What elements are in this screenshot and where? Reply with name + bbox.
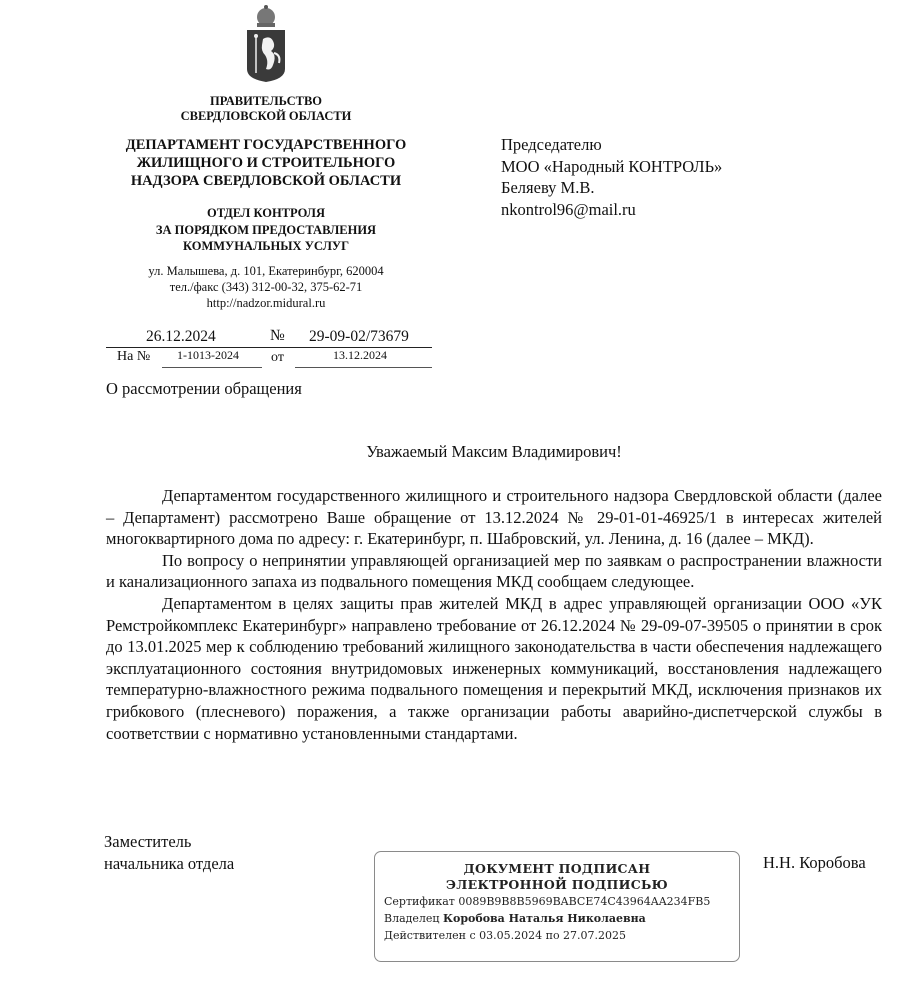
body-paragraph: Департаментом государственного жилищного и строительного надзора Свердловской области (далее – Департамент) рассмотрено Ваше обращение от 13.12.2024 № 29-01-01-46925/1 в интересах жителей многоквартирного дома по адресу: г. Екатеринбург, п. Шабровский, ул. Ленина, д. 16 (далее – МКД). (106, 486, 882, 549)
outgoing-number: 29-09-02/73679 (309, 328, 409, 345)
division-name: ОТДЕЛ КОНТРОЛЯ ЗА ПОРЯДКОМ ПРЕДОСТАВЛЕНИЯ КОММУНАЛЬНЫХ УСЛУГ (155, 206, 377, 253)
reference-label: На № (117, 349, 151, 364)
body-paragraph: По вопросу о непринятии управляющей организацией мер по заявкам о распространении влажности и канализационного запаха из подвального помещения МКД сообщаем следующее. (106, 550, 882, 592)
signer-position: Заместитель начальника отдела (104, 832, 235, 873)
body-paragraph: Департаментом в целях защиты прав жителей МКД в адрес управляющей организации ООО «УК Ремстройкомплекс Екатеринбург» направлено требование от 26.12.2024 № 29-09-07-39505 о принятии в срок до 13.01.2025 мер к соблюдению требований жилищного законодательства в части обеспечения надлежащего эксплуатационного состояния внутридомовых инженерных коммуникаций, восстановления надлежащего температурно-влажностного режима подвального помещения и перекрытий МКД, исключения признаков их грибкового (плесневого) поражения, а также организации работы аварийно-диспетчерской службы в соответствии с нормативно установленными стандартами. (106, 593, 882, 743)
reference-row (106, 347, 432, 369)
reference-number-underline (162, 367, 262, 368)
reference-date-underline (295, 367, 432, 368)
department-name: ДЕПАРТАМЕНТ ГОСУДАРСТВЕННОГО ЖИЛИЩНОГО И СТРОИТЕЛЬНОГО НАДЗОРА СВЕРДЛОВСКОЙ ОБЛАСТИ (125, 137, 407, 189)
letter-body (106, 485, 882, 744)
reference-number: 1-1013-2024 (177, 348, 239, 362)
recipient-block: Председателю МОО «Народный КОНТРОЛЬ» Беляеву М.В. nkontrol96@mail.ru (501, 135, 723, 219)
website-link[interactable]: http://nadzor.midural.ru (206, 296, 326, 310)
electronic-signature-stamp (374, 851, 740, 962)
greeting: Уважаемый Максим Владимирович! (366, 442, 622, 461)
reference-from-label: от (271, 350, 284, 365)
outgoing-date: 26.12.2024 (146, 328, 216, 345)
recipient-email[interactable]: nkontrol96@mail.ru (501, 199, 636, 219)
stamp-title: ДОКУМЕНТ ПОДПИСАН ЭЛЕКТРОННОЙ ПОДПИСЬЮ (446, 861, 668, 892)
reference-date: 13.12.2024 (333, 348, 387, 362)
number-label: № (270, 327, 285, 344)
department-address: ул. Малышева, д. 101, Екатеринбург, 620004 тел./факс (343) 312-00-32, 375-62-71 http://nadzor.midural.ru (100, 263, 432, 311)
stamp-owner: Владелец Коробова Наталья Николаевна (384, 912, 646, 925)
signer-name: Н.Н. Коробова (763, 853, 866, 872)
stamp-validity: Действителен с 03.05.2024 по 27.07.2025 (384, 929, 627, 942)
government-name: ПРАВИТЕЛЬСТВО СВЕРДЛОВСКОЙ ОБЛАСТИ (180, 94, 352, 123)
registration-row (106, 328, 432, 348)
stamp-certificate: Сертификат 0089B9B8B5969BABCE74C43964AA234FB5 (384, 895, 711, 908)
letter-subject: О рассмотрении обращения (106, 379, 302, 398)
coat-of-arms-icon (246, 3, 286, 83)
